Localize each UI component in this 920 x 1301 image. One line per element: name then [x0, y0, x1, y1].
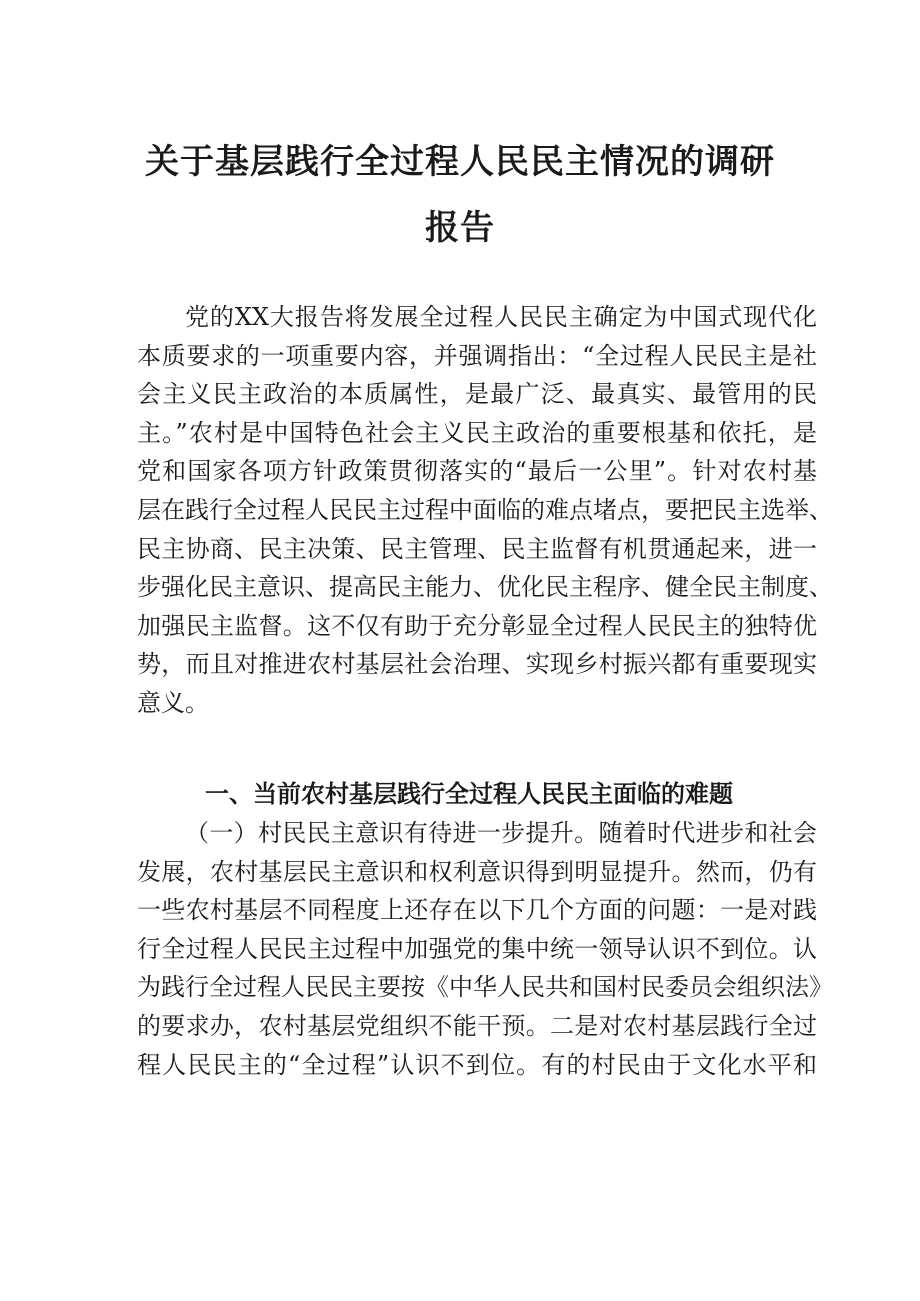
paragraph-line: 党的XX大报告将发展全过程人民民主确定为中国式现代化 — [185, 303, 817, 331]
intro-paragraph — [137, 298, 833, 723]
paragraph-line: 发展，农村基层民主意识和权利意识得到明显提升。然而，仍有 — [137, 857, 817, 886]
paragraph-line: （一）村民民主意识有待进一步提升。随着时代进步和社会 — [185, 819, 817, 847]
paragraph-line: 一些农村基层不同程度上还存在以下几个方面的问题：一是对践 — [137, 896, 817, 925]
paragraph-line: 为践行全过程人民民主要按《中华人民共和国村民委员会组织法》 — [137, 973, 833, 1002]
paragraph-line: 行全过程人民民主过程中加强党的集中统一领导认识不到位。认 — [137, 934, 817, 963]
paragraph-line: 加强民主监督。这不仅有助于充分彰显全过程人民民主的独特优 — [137, 611, 817, 640]
paragraph-line: 民主协商、民主决策、民主管理、民主监督有机贯通起来，进一 — [137, 534, 817, 563]
document-title-line-2: 报告 — [425, 208, 495, 248]
section-1-paragraph — [137, 814, 833, 1084]
paragraph-line: 程人民民主的“全过程”认识不到位。有的村民由于文化水平和 — [137, 1050, 817, 1079]
paragraph-line: 主。”农村是中国特色社会主义民主政治的重要根基和依托，是 — [137, 418, 817, 447]
document-title-line-1: 关于基层践行全过程人民民主情况的调研 — [145, 142, 775, 182]
paragraph-line: 本质要求的一项重要内容，并强调指出：“全过程人民民主是社 — [137, 341, 817, 370]
section-heading: 一、当前农村基层践行全过程人民民主面临的难题 — [205, 780, 733, 808]
paragraph-line: 意义。 — [137, 688, 209, 717]
paragraph-line: 党和国家各项方针政策贯彻落实的“最后一公里”。针对农村基 — [137, 457, 817, 486]
paragraph-line: 势，而且对推进农村基层社会治理、实现乡村振兴都有重要现实 — [137, 650, 817, 679]
paragraph-line: 步强化民主意识、提高民主能力、优化民主程序、健全民主制度、 — [137, 573, 833, 602]
paragraph-line: 会主义民主政治的本质属性，是最广泛、最真实、最管用的民 — [137, 380, 817, 409]
paragraph-line: 的要求办，农村基层党组织不能干预。二是对农村基层践行全过 — [137, 1011, 817, 1040]
paragraph-line: 层在践行全过程人民民主过程中面临的难点堵点，要把民主选举、 — [137, 495, 833, 524]
